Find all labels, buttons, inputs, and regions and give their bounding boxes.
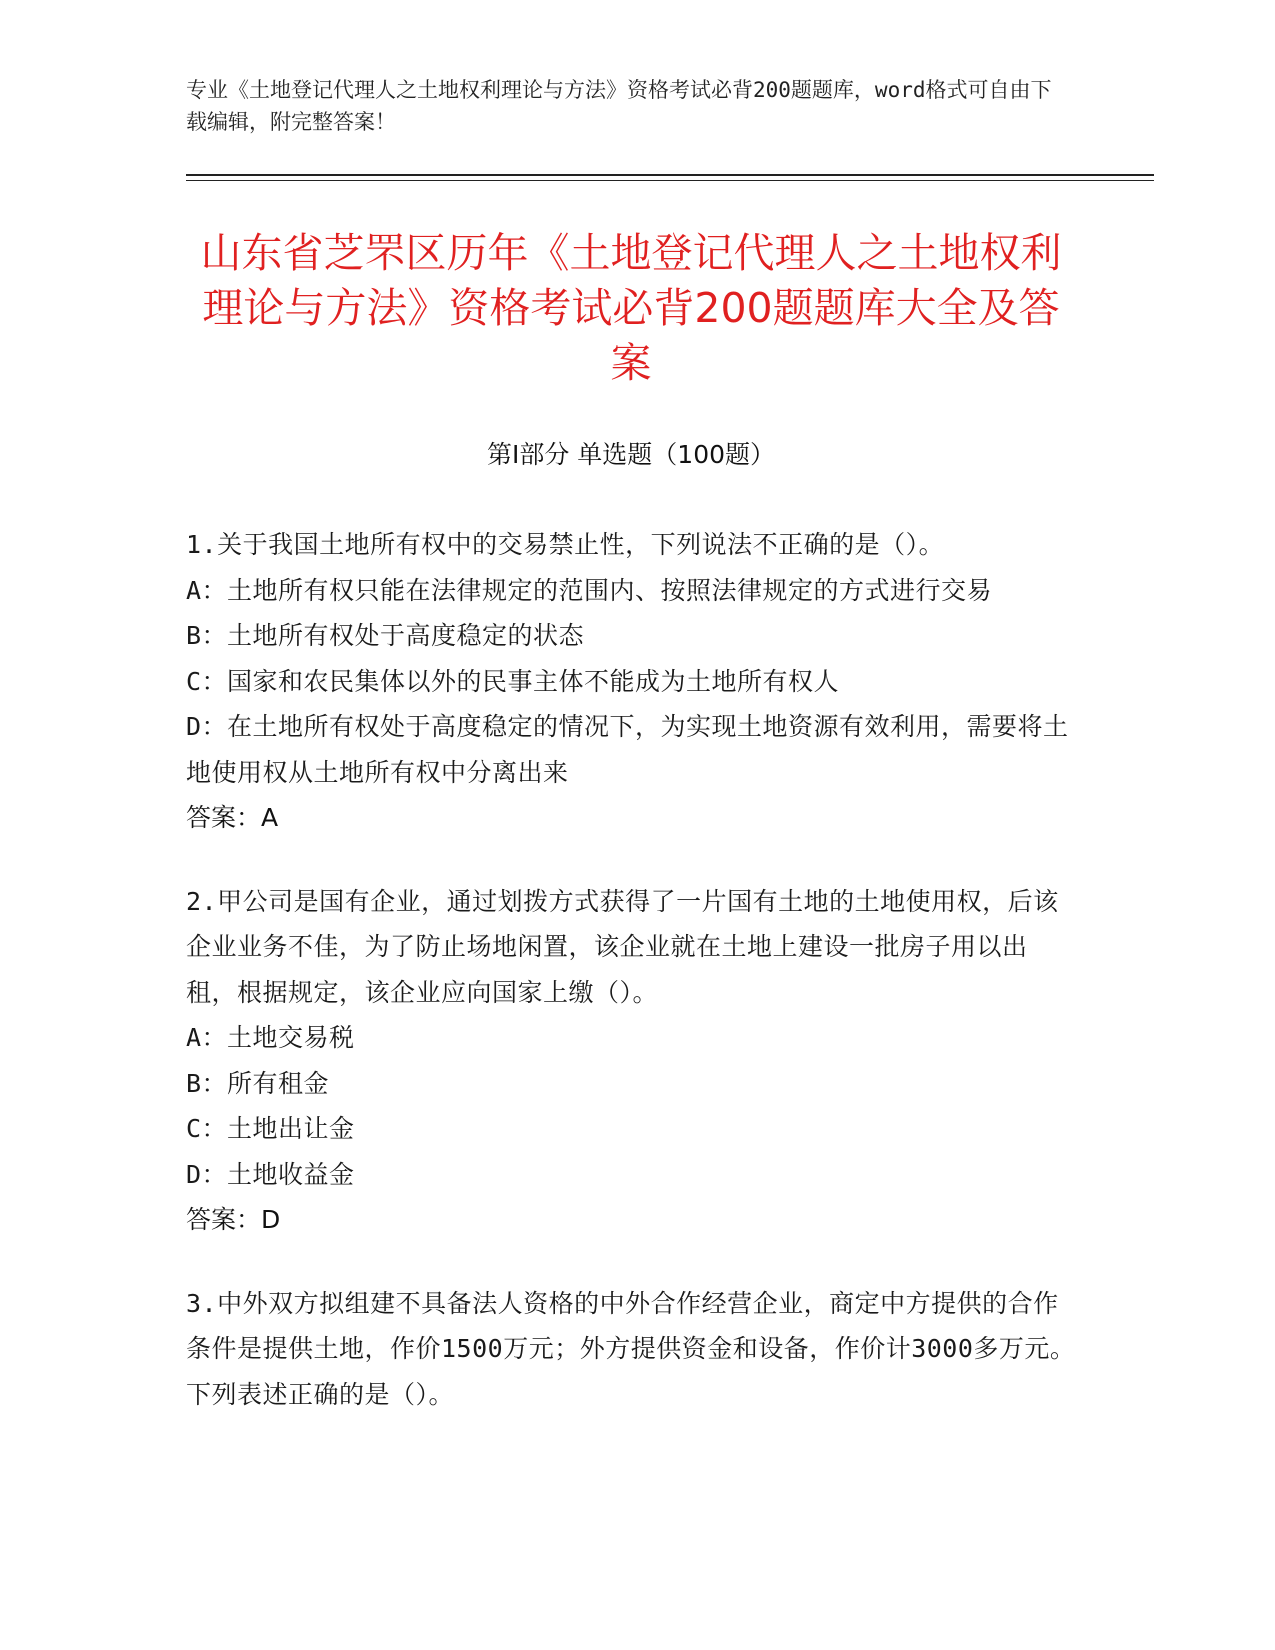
option-d: D：在土地所有权处于高度稳定的情况下，为实现土地资源有效利用，需要将土地使用权从土地所有权中分离出来	[186, 712, 1069, 787]
question-3	[186, 1281, 1076, 1418]
document-title: 山东省芝罘区历年《土地登记代理人之土地权利理论与方法》资格考试必背200题题库大全及答案	[200, 229, 1062, 387]
option-a: A：土地所有权只能在法律规定的范围内、按照法律规定的方式进行交易	[186, 575, 993, 605]
option-a: A：土地交易税	[186, 1023, 355, 1052]
option-d: D：土地收益金	[186, 1159, 355, 1189]
answer: 答案：D	[186, 1205, 281, 1234]
option-c: C：国家和农民集体以外的民事主体不能成为土地所有权人	[186, 666, 840, 696]
header-divider-thin	[186, 180, 1154, 181]
header-divider-thick	[186, 174, 1154, 176]
question-stem: 1.关于我国土地所有权中的交易禁止性，下列说法不正确的是（）。	[186, 530, 945, 559]
question-list	[186, 522, 1076, 1455]
question-1	[186, 522, 1076, 841]
answer: 答案：A	[186, 803, 279, 832]
question-stem: 3.中外双方拟组建不具备法人资格的中外合作经营企业，商定中方提供的合作条件是提供土地，作价1500万元；外方提供资金和设备，作价计3000多万元。下列表述正确的是（）。	[186, 1288, 1076, 1409]
option-b: B：土地所有权处于高度稳定的状态	[186, 621, 585, 650]
question-stem: 2.甲公司是国有企业，通过划拨方式获得了一片国有土地的土地使用权，后该企业业务不佳，为了防止场地闲置，该企业就在土地上建设一批房子用以出租，根据规定，该企业应向国家上缴（）。	[186, 886, 1059, 1007]
header-note: 专业《土地登记代理人之土地权利理论与方法》资格考试必背200题题库，word格式可自由下载编辑，附完整答案！	[186, 78, 1052, 134]
option-c: C：土地出让金	[186, 1114, 355, 1143]
question-2	[186, 879, 1076, 1243]
section-title: 第Ⅰ部分 单选题（100题）	[486, 440, 776, 469]
option-b: B：所有租金	[186, 1068, 330, 1098]
